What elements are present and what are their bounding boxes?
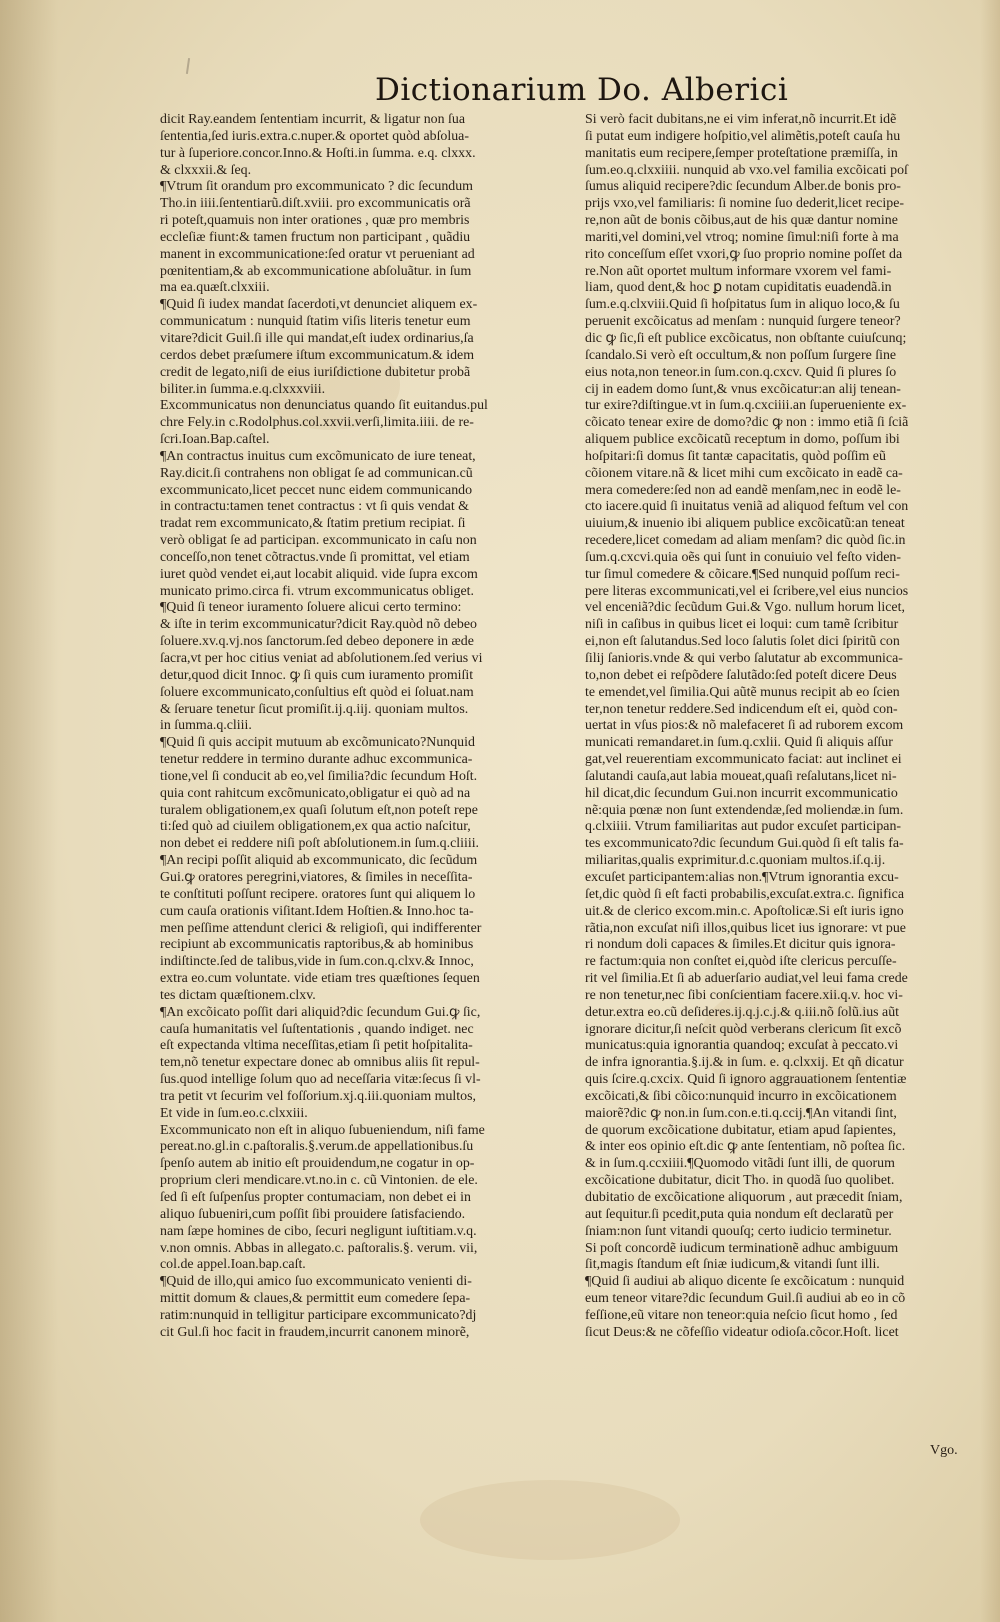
text-line: ſi putat eum indigere hoſpitio,vel alimẽtis,poteſt cauſa hu xyxy=(585,128,901,144)
text-line: ¶Quid ſi teneor iuramento ſoluere alicui certo termino: xyxy=(160,600,462,616)
text-line: eccleſiæ fiunt:& tamen fructum non participant , quãdiu xyxy=(160,229,471,245)
text-line: ſumus aliquid recipere?dic ſecundum Alber.de bonis pro- xyxy=(585,179,901,195)
text-line: v.non omnis. Abbas in allegato.c. paſtoralis.§. verum. vii, xyxy=(160,1240,478,1256)
text-line: re factum:quia non conſtet ei,quòd iſte clericus percuſſe- xyxy=(585,954,897,970)
text-line: ſilij ſanioris.vnde & qui verbo ſalutatur ab excommunica- xyxy=(585,651,903,666)
text-line: mittit domum & claues,& permittit eum comedere ſepa- xyxy=(160,1291,471,1307)
text-line: manent in excommunicatione:ſed oratur vt perueniant ad xyxy=(160,246,475,262)
text-line: tradat rem excommunicato,& ſtatim pretium recipiat. ſi xyxy=(160,516,466,532)
text-line: ri nondum doli capaces & ſimiles.Et dicitur quis ignora- xyxy=(585,937,896,953)
text-line: de quorum excõicatione dubitatur, etiam apud ſapientes, xyxy=(585,1122,897,1138)
text-line: pere literas excommunicati,vel ei ſcribere,vel eius nuncios xyxy=(585,583,909,599)
text-line: Si verò facit dubitans,ne ei vim inferat,nõ incurrit.Et idẽ xyxy=(585,112,897,127)
text-line: in ſumma.q.cliii. xyxy=(160,718,252,734)
text-line: q.clxiiii. Vtrum familiaritas aut pudor excuſet participan- xyxy=(585,819,902,835)
text-line: ignorare dicitur,ſi neſcit quòd verberans clericum ſit excõ xyxy=(585,1021,902,1037)
text-line: aliquo ſubueniri,cum poſſit ſibi prouidere ſatisfaciendo. xyxy=(160,1206,466,1222)
text-line: cerdos debet præſumere iſtum excommunicatum.& idem xyxy=(160,347,474,363)
text-line: & iſte in terim excommunicatur?dicit Ray.quòd nõ debeo xyxy=(160,617,477,633)
text-line: te emendet,vel ſimilia.Qui aũtẽ munus recipit ab eo ſcien xyxy=(585,684,900,700)
text-line: dubitatio de excõicatione aliquorum , aut præcedit ſniam, xyxy=(585,1190,903,1205)
text-line: ¶Vtrum ſit orandum pro excommunicato ? dic ſecundum xyxy=(160,179,473,195)
text-line: gat,vel reuerentiam excommunicato faciat: aut inclinet ei xyxy=(585,752,902,768)
text-line: & ſeruare tenetur ſicut promiſit.ij.q.iij. quoniam multos. xyxy=(160,701,469,717)
text-line: maiorẽ?dic ꝙ non.in ſum.con.e.ti.q.ccij.¶An vitandi ſint, xyxy=(585,1105,897,1121)
text-line: ſus.quod intellige ſolum quo ad neceſſaria vitæ:ſecus ſi vl- xyxy=(160,1072,481,1088)
text-line: tem,nõ tenetur expectare donec ab omnibus aliis ſit repul- xyxy=(160,1055,480,1071)
text-line: rito conceſſum eſſet vxori,ꝙ ſuo proprio nomine poſſet da xyxy=(585,246,903,262)
text-line: detur.extra eo.cũ deſideres.ij.q.j.c.j.& q.iii.nõ ſolũ.ius aũt xyxy=(585,1004,900,1020)
text-line: ſet,dic quòd ſi eſt facti probabilis,excuſat.extra.c. ſignifica xyxy=(585,886,904,902)
text-line: tenetur reddere in termino durante adhuc excommunica- xyxy=(160,752,473,768)
text-line: municati remandaret.in ſum.q.cxlii. Quid ſi aliquis aſſur xyxy=(585,735,893,751)
text-line: aliquem publice excõicatũ receptum in domo, poſſum ibi xyxy=(585,432,900,448)
text-line: eſt expectanda vltima neceſſitas,etiam ſi petit hoſpitalita- xyxy=(160,1038,473,1054)
text-line: communicatum : nunquid ſtatim viſis literis tenetur eum xyxy=(160,314,471,330)
text-line: proprium cleri mendicare.vt.no.in c. cũ Vintonien. de ele. xyxy=(160,1173,478,1189)
text-line: ¶An recipi poſſit aliquid ab excommunicato, dic ſecũdum xyxy=(160,853,478,869)
text-line: rãtia,non excuſat niſi illos,quibus licet ius ignorare: vt pue xyxy=(585,920,906,936)
text-line: iuret quòd vendet ei,aut locabit aliquid. vide ſupra excom xyxy=(160,566,478,582)
text-line: excõicatione dubitatur, dicit Tho. in quodã ſuo quolibet. xyxy=(585,1173,895,1189)
text-line: dicit Ray.eandem ſententiam incurrit, & ligatur non ſua xyxy=(160,112,465,127)
text-line: prijs vxo,vel familiaris: ſi nomine ſuo dederit,licet recipe- xyxy=(585,196,905,212)
text-line: ſalutandi cauſa,aut labia moueat,quaſi reſalutans,licet ni- xyxy=(585,768,897,784)
text-line: ¶An contractus inuitus cum excõmunicato de iure teneat, xyxy=(160,448,476,464)
text-line: to,non debet ei reſpõdere ſalutãdo:ſed poteſt dicere Deus xyxy=(585,667,897,683)
text-line: ſoluere.xv.q.vj.nos ſanctorum.ſed debeo deponere in æde xyxy=(160,634,474,650)
text-line: ſum.e.q.clxviii.Quid ſi hoſpitatus ſum in aliquo loco,& ſu xyxy=(585,297,900,313)
text-line: eum teneor vitare?dic ſecundum Guil.ſi audiui ab eo in cõ xyxy=(585,1291,906,1307)
text-line: miliaritas,qualis exprimitur.d.c.quoniam multos.iſ.q.ij. xyxy=(585,853,886,869)
text-line: tur à ſuperiore.concor.Inno.& Hoſti.in ſumma. e.q. clxxx. xyxy=(160,145,476,161)
text-line: eius nota,non teneor.in ſum.con.q.cxcv. Quid ſi plures ſo xyxy=(585,364,897,380)
text-line: excommunicato,licet peccet nunc eidem communicando xyxy=(160,482,473,498)
text-line: in contractu:tamen tenet contractus : vt ſi quis vendat & xyxy=(160,499,469,515)
text-line: ¶Quid de illo,qui amico ſuo excommunicato venienti di- xyxy=(160,1274,472,1290)
text-line: extra eo.cum voluntate. vide etiam tres quæſtiones ſequen xyxy=(160,971,480,987)
text-line: pœnitentiam,& ab excommunicatione abſoluãtur. in ſum xyxy=(160,263,472,279)
text-line: excuſet participantem:alias non.¶Vtrum ignorantia excu- xyxy=(585,869,899,885)
text-line: te conſtituti poſſunt recipere. oratores ſunt qui aliquem lo xyxy=(160,886,476,902)
text-line: ſententia,ſed iuris.extra.c.nuper.& oportet quòd abſolua- xyxy=(160,128,469,144)
text-line: Excommunicato non eſt in aliquo ſubueniendum, niſi fame xyxy=(160,1122,485,1138)
text-line: Et vide in ſum.eo.c.clxxiii. xyxy=(160,1105,308,1121)
text-line: cto iacere.quid ſi inuitatus veniã ad aliquod feſtum vel con xyxy=(585,499,909,515)
text-line: vitare?dicit Guil.ſi ille qui mandat,eſt iudex ordinarius,ſa xyxy=(160,330,474,346)
text-line: municatus:quia ignorantia quandoq; excuſat à peccato.vi xyxy=(585,1038,899,1054)
text-line: ſicut Deus:& ne cõfeſſio videatur odioſa.cõcor.Hoſt. licet xyxy=(585,1324,899,1340)
text-line: men peſſime attendunt clerici & religioſi, qui indifferenter xyxy=(160,920,482,936)
text-line: ri poteſt,quamuis non inter orationes , quæ pro membris xyxy=(160,213,470,229)
text-line: de infra ignorantia.§.ij.& in ſum. e. q.clxxij. Et qñ dicatur xyxy=(585,1055,904,1071)
right-text-column xyxy=(585,112,983,1442)
text-line: conceſſo,non tenet cõtractus.vnde ſi promittat, vel etiam xyxy=(160,549,470,565)
text-line: tra petit vt ſecurim vel foſſorium.xj.q.iii.quoniam multos, xyxy=(160,1088,476,1104)
running-head: Dictionarium Do. Alberici xyxy=(375,72,789,108)
text-line: hoſpitari:ſi domus ſit tantæ capacitatis, quòd poſſim eũ xyxy=(585,448,886,464)
text-line: Gui.ꝙ oratores peregrini,viatores, & ſimiles in neceſſita- xyxy=(160,869,473,885)
text-line: indiſtincte.ſed de talibus,vide in ſum.con.q.clxv.& Innoc, xyxy=(160,954,474,970)
text-line: cõionem vitare.nã & licet mihi cum excõicato in eadẽ ca- xyxy=(585,465,903,481)
paper-stain xyxy=(420,1480,680,1560)
text-line: Si poſt concordẽ iudicum terminationẽ adhuc ambiguum xyxy=(585,1240,899,1256)
text-line: nam ſæpe homines de cibo, ſecuri negligunt iuſtitiam.v.q. xyxy=(160,1223,477,1239)
text-line: cauſa humanitatis vel ſuſtentationis , quando indiget. nec xyxy=(160,1021,474,1037)
catchword: Vgo. xyxy=(930,1443,958,1458)
text-line: ei,non eſt ſalutandus.Sed loco ſalutis ſolet dici ſpiritũ con xyxy=(585,634,900,650)
left-text-column xyxy=(160,112,568,1442)
text-line: biliter.in ſumma.e.q.clxxxviii. xyxy=(160,381,326,397)
text-line: quis ſcire.q.cxcix. Quid ſi ignoro aggrauationem ſententiæ xyxy=(585,1072,907,1088)
text-line: ¶Quid ſi audiui ab aliquo dicente ſe excõicatum : nunquid xyxy=(585,1274,905,1290)
text-line: excõicati,& ſibi cõico:nunquid incurro in excõicationem xyxy=(585,1088,897,1104)
text-line: manitatis eum recipere,ſemper proteſtatione præmiſſa, in xyxy=(585,145,898,161)
text-line: ter,non tenetur reddere.Sed indicendum eſt ei, quòd con- xyxy=(585,701,898,717)
text-line: municato primo.circa fi. vtrum excommunicatus obliget. xyxy=(160,583,474,599)
text-line: dic ꝙ ſic,ſi eſt publice excõicatus, non obſtante cuiuſcunq; xyxy=(585,330,907,346)
text-line: recipiunt ab excommunicatis raptoribus,& ab hominibus xyxy=(160,937,474,953)
text-line: col.de appel.Ioan.bap.caſt. xyxy=(160,1257,306,1273)
text-line: uiuium,& inuenio ibi aliquem publice excõicatũ:an teneat xyxy=(585,516,905,532)
text-line: recedere,licet comedam ad aliam menſam? dic quòd ſic.in xyxy=(585,533,906,549)
text-line: tur ſimul comedere & cõicare.¶Sed nunquid poſſum reci- xyxy=(585,566,900,582)
text-line: & clxxxii.& ſeq. xyxy=(160,162,252,178)
text-line: Tho.in iiii.ſententiarũ.diſt.xviii. pro excommunicatis orã xyxy=(160,196,471,212)
text-line: Ray.dicit.ſi contrahens non obligat ſe ad communican.cũ xyxy=(160,465,473,481)
pencil-mark xyxy=(186,58,190,74)
gutter-shadow xyxy=(0,0,58,1622)
text-line: nẽ:quia pœnæ non ſunt extendendæ,ſed moliendæ.in ſum. xyxy=(585,802,904,818)
text-line: ſniam:non ſunt vitandi quouſq; certo iudicio terminetur. xyxy=(585,1223,892,1239)
text-line: vel enceniã?dic ſecũdum Gui.& Vgo. nullum horum licet, xyxy=(585,600,905,616)
text-line: & in ſum.q.ccxiiii.¶Quomodo vitãdi ſunt illi, de quorum xyxy=(585,1156,895,1172)
text-line: chre Fely.in c.Rodolphus.col.xxvii.verſi,limita.iiii. de re- xyxy=(160,415,474,431)
text-line: uertat in vſus pios:& nõ malefaceret ſi ad ruborem excom xyxy=(585,718,904,734)
text-line: ma ea.quæſt.clxxiii. xyxy=(160,280,270,296)
text-line: cum cauſa orationis viſitant.Idem Hoſtien.& Inno.hoc ta- xyxy=(160,903,474,919)
text-line: ſit,magis ſtandum eſt ſniæ iudicum,& vitandi ſunt illi. xyxy=(585,1257,880,1273)
edge-shadow xyxy=(980,0,1000,1622)
text-line: re.Non aũt oportet multum informare vxorem vel fami- xyxy=(585,263,892,279)
text-line: ſcri.Ioan.Bap.caſtel. xyxy=(160,432,270,448)
text-line: re non tenetur,nec ſibi conſcientiam facere.xii.q.v. hoc vi- xyxy=(585,987,903,1003)
text-line: feſſione,eũ vitare non teneor:quia neſcio ſicut homo , ſed xyxy=(585,1307,898,1323)
text-line: aut ſequitur.ſi pcedit,puta quia nondum eſt declaratũ per xyxy=(585,1206,894,1222)
text-line: rit vel ſimilia.Et ſi ab aduerſario audiat,vel leui fama crede xyxy=(585,971,908,987)
text-line: credit de legato,niſi de eius iuriſdictione dubitetur probã xyxy=(160,364,471,380)
text-line: hil dicat,dic ſecundum Gui.non incurrit excommunicatio xyxy=(585,785,898,801)
text-line: tes dictam quæſtionem.clxv. xyxy=(160,987,316,1003)
text-line: tione,vel ſi conducit ab eo,vel ſimilia?dic ſecundum Hoſt. xyxy=(160,768,478,784)
text-line: non debet ei reddere niſi poſt abſolutionem.in ſum.q.cliiii. xyxy=(160,836,480,852)
text-line: verò obligat ſe ad participan. excommunicato in caſu non xyxy=(160,533,477,549)
text-line: ratim:nunquid in telligitur participare excommunicato?dj xyxy=(160,1307,477,1323)
text-line: ſcandalo.Si verò eſt occultum,& non poſſum ſurgere ſine xyxy=(585,347,897,363)
text-line: ¶Quid ſi iudex mandat ſacerdoti,vt denunciet aliquem ex- xyxy=(160,297,478,313)
text-line: niſi in caſibus in quibus licet ei loqui: cum tamẽ ſcribitur xyxy=(585,617,899,633)
text-line: mariti,vel domini,vel vtroq; nomine ſimul:niſi forte à ma xyxy=(585,229,899,245)
text-line: uit.& de clerico excom.min.c. Apoſtolicæ.Si eſt iuris igno xyxy=(585,903,904,919)
text-line: tur exire?diſtingue.vt in ſum.q.cxciiii.an ſuperueniente ex- xyxy=(585,398,907,414)
text-line: Excommunicatus non denunciatus quando ſit euitandus.pul xyxy=(160,398,488,414)
text-line: cij in eadem domo ſunt,& vnus excõicatur:an alij tenean- xyxy=(585,381,901,397)
text-line: ti:ſed quò ad ciuilem obligationem,ex qua actio naſcitur, xyxy=(160,819,471,835)
text-line: ¶Quid ſi quis accipit mutuum ab excõmunicato?Nunquid xyxy=(160,735,475,751)
text-line: ſum.eo.q.clxxiiii. nunquid ab vxo.vel familia excõicati poſ xyxy=(585,162,908,178)
text-line: turalem obligationem,ex quaſi ſolutum eſt,non poteſt repe xyxy=(160,802,478,818)
text-line: ſpenſo autem ab initio eſt prouidendum,ne cogatur in op- xyxy=(160,1156,475,1172)
text-line: liam, quod dent,& hoc ꝑ notam cupiditatis euadendã.in xyxy=(585,280,892,296)
text-line: tes excommunicato?dic ſecundum Gui.quòd ſi eſt talis fa- xyxy=(585,836,904,852)
text-line: ſoluere excommunicato,conſultius eſt quòd ei ſoluat.nam xyxy=(160,684,474,700)
text-line: mera comedere:ſed non ad eandẽ menſam,nec in eodẽ le- xyxy=(585,482,901,498)
text-line: ſacra,vt per hoc citius veniat ad abſolutionem.ſed verius vi xyxy=(160,651,483,666)
text-line: ¶An excõicato poſſit dari aliquid?dic ſecundum Gui.ꝙ ſic, xyxy=(160,1004,481,1020)
text-line: peruenit excõicatus ad menſam : nunquid ſurgere teneor? xyxy=(585,314,901,330)
text-line: ſed ſi eſt ſuſpenſus propter contumaciam, non debet ei in xyxy=(160,1190,471,1205)
text-line: & inter eos opinio eſt.dic ꝙ ante ſententiam, nõ poſtea ſic. xyxy=(585,1139,906,1155)
text-line: cit Gul.ſi hoc facit in fraudem,incurrit canonem minorẽ, xyxy=(160,1324,470,1340)
text-line: ſum.q.cxcvi.quia oẽs qui ſunt in conuiuio vel feſto viden- xyxy=(585,549,901,565)
text-line: quia cont rahitcum excõmunicato,obligatur ei quò ad na xyxy=(160,785,471,801)
text-line: re,non aũt de bonis cõibus,aut de his quæ dantur nomine xyxy=(585,213,898,229)
text-line: detur,quod dicit Innoc. ꝙ ſi quis cum iuramento promiſit xyxy=(160,667,474,683)
text-line: cõicato tenear exire de domo?dic ꝙ non : immo etiã ſi ſciã xyxy=(585,415,909,431)
text-line: pereat.no.gl.in c.paſtoralis.§.verum.de appellationibus.ſu xyxy=(160,1139,474,1155)
